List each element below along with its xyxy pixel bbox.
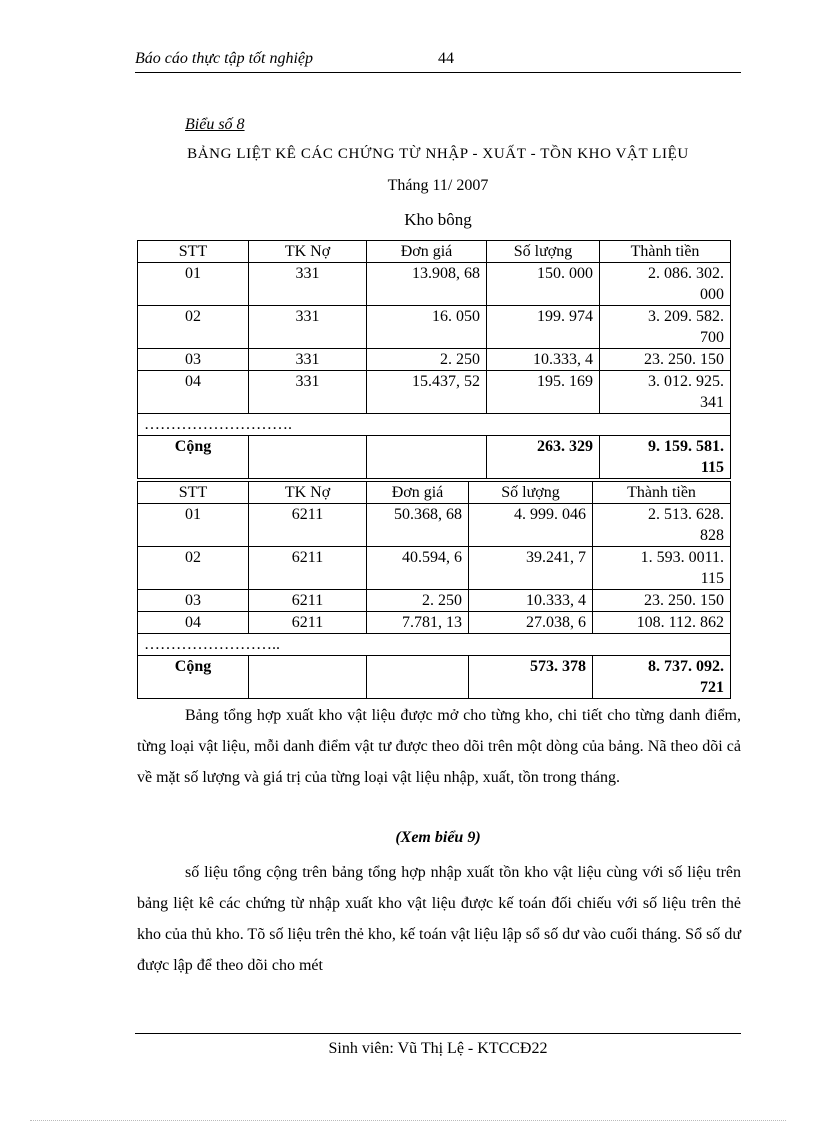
table-row — [138, 371, 731, 414]
table-header-row — [138, 241, 731, 263]
page-header — [135, 50, 741, 73]
cell-so-luong: 199. 974 — [487, 306, 600, 349]
page-footer: Sinh viên: Vũ Thị Lệ - KTCCĐ22 — [135, 1033, 741, 1058]
amount-line-2: 115 — [700, 570, 724, 587]
cell-thanh-tien — [600, 263, 731, 306]
cell-stt: 01 — [138, 263, 249, 306]
paragraph-text: số liệu tổng cộng trên bảng tổng hợp nhập xuất tồn kho vật liệu cùng với số liệu trên bảng liệt kê các chứng từ nhập xuất kho vật liệu được kế toán đối chiếu với số liệu trên thẻ kho của thủ kho. Tõ số liệu trên thẻ kho, kế toán vật liệu lập sổ số dư vào cuối tháng. Sổ số dư được lập để theo dõi cho mét — [137, 864, 741, 974]
cell-stt: 04 — [138, 612, 249, 634]
cell-stt: 03 — [138, 349, 249, 371]
total-label: Cộng — [138, 436, 249, 479]
table-header-row — [138, 482, 731, 504]
cell-don-gia: 7.781, 13 — [367, 612, 469, 634]
amount-line-1: 8. 737. 092. — [648, 658, 724, 675]
page-edge-divider — [30, 1120, 786, 1121]
cell-thanh-tien: 23. 250. 150 — [593, 590, 731, 612]
warehouse-label: Kho bông — [404, 210, 472, 229]
cell-stt: 03 — [138, 590, 249, 612]
table-row — [138, 547, 731, 590]
total-row — [138, 656, 731, 699]
table-row — [138, 590, 731, 612]
header-thanh-tien: Thành tiền — [593, 482, 731, 504]
amount-line-1: 9. 159. 581. — [648, 438, 724, 455]
amount-line-2: 115 — [700, 459, 724, 476]
amount-line-1: 1. 593. 0011. — [640, 549, 724, 566]
header-don-gia: Đơn giá — [367, 241, 487, 263]
ellipsis-cell: ………………………. — [138, 414, 731, 436]
empty-cell — [367, 656, 469, 699]
see-reference: (Xem biểu 9) — [395, 829, 481, 846]
amount-line-1: 2. 513. 628. — [648, 506, 724, 523]
cell-thanh-tien: 108. 112. 862 — [593, 612, 731, 634]
cell-stt: 01 — [138, 504, 249, 547]
total-thanh-tien — [593, 656, 731, 699]
cell-tk: 6211 — [249, 590, 367, 612]
cell-don-gia: 16. 050 — [367, 306, 487, 349]
amount-line-1: 3. 209. 582. — [648, 308, 724, 325]
header-thanh-tien: Thành tiền — [600, 241, 731, 263]
cell-don-gia: 2. 250 — [367, 349, 487, 371]
cell-thanh-tien: 23. 250. 150 — [600, 349, 731, 371]
cell-stt: 02 — [138, 306, 249, 349]
cell-tk: 331 — [249, 371, 367, 414]
amount-line-2: 000 — [700, 286, 724, 303]
total-thanh-tien — [600, 436, 731, 479]
paragraph-text: Bảng tổng hợp xuất kho vật liệu được mở cho từng kho, chi tiết cho từng danh điểm, từng loại vật liệu, mỗi danh điểm vật tư được theo dõi trên một dòng của bảng. Nã theo dõi cả về mặt số lượng và giá trị của từng loại vật liệu nhập, xuất, tồn trong tháng. — [137, 707, 741, 786]
ledger-table-receipts — [137, 240, 731, 479]
table-row — [138, 263, 731, 306]
header-so-luong: Số lượng — [469, 482, 593, 504]
ledger-table-issues — [137, 481, 731, 699]
form-number: Biểu số 8 — [185, 116, 245, 133]
ellipsis-row — [138, 414, 731, 436]
cell-don-gia: 2. 250 — [367, 590, 469, 612]
header-so-luong: Số lượng — [487, 241, 600, 263]
month-label: Tháng 11/ 2007 — [387, 177, 489, 194]
header-don-gia: Đơn giá — [367, 482, 469, 504]
cell-stt: 02 — [138, 547, 249, 590]
cell-tk: 331 — [249, 263, 367, 306]
total-row — [138, 436, 731, 479]
cell-so-luong: 4. 999. 046 — [469, 504, 593, 547]
table-row — [138, 612, 731, 634]
cell-tk: 6211 — [249, 612, 367, 634]
cell-don-gia: 50.368, 68 — [367, 504, 469, 547]
body-paragraph-2 — [137, 857, 741, 981]
cell-so-luong: 195. 169 — [487, 371, 600, 414]
cell-so-luong: 10.333, 4 — [469, 590, 593, 612]
body-paragraph-1 — [137, 700, 741, 793]
header-tk-no: TK Nợ — [249, 241, 367, 263]
cell-tk: 6211 — [249, 504, 367, 547]
header-tk-no: TK Nợ — [249, 482, 367, 504]
header-stt: STT — [138, 482, 249, 504]
cell-thanh-tien — [600, 306, 731, 349]
cell-stt: 04 — [138, 371, 249, 414]
cell-so-luong: 27.038, 6 — [469, 612, 593, 634]
cell-tk: 331 — [249, 349, 367, 371]
total-label: Cộng — [138, 656, 249, 699]
table-title: BẢNG LIỆT KÊ CÁC CHỨNG TỪ NHẬP - XUẤT - TỒN KHO VẬT LIỆU — [187, 146, 689, 162]
cell-so-luong: 10.333, 4 — [487, 349, 600, 371]
amount-line-1: 3. 012. 925. — [648, 373, 724, 390]
table-row — [138, 504, 731, 547]
amount-line-2: 828 — [700, 527, 724, 544]
cell-thanh-tien — [593, 547, 731, 590]
cell-don-gia: 15.437, 52 — [367, 371, 487, 414]
header-stt: STT — [138, 241, 249, 263]
page-number: 44 — [438, 50, 454, 67]
ellipsis-cell: …………………….. — [138, 634, 731, 656]
amount-line-2: 700 — [700, 329, 724, 346]
empty-cell — [367, 436, 487, 479]
table-row — [138, 349, 731, 371]
cell-so-luong: 39.241, 7 — [469, 547, 593, 590]
ellipsis-row — [138, 634, 731, 656]
table-row — [138, 306, 731, 349]
amount-line-2: 721 — [700, 679, 724, 696]
empty-cell — [249, 436, 367, 479]
cell-so-luong: 150. 000 — [487, 263, 600, 306]
cell-tk: 331 — [249, 306, 367, 349]
report-title: Báo cáo thực tập tốt nghiệp — [135, 50, 314, 67]
empty-cell — [249, 656, 367, 699]
cell-tk: 6211 — [249, 547, 367, 590]
cell-thanh-tien — [600, 371, 731, 414]
cell-don-gia: 13.908, 68 — [367, 263, 487, 306]
total-so-luong: 573. 378 — [469, 656, 593, 699]
cell-don-gia: 40.594, 6 — [367, 547, 469, 590]
cell-thanh-tien — [593, 504, 731, 547]
amount-line-1: 2. 086. 302. — [648, 265, 724, 282]
amount-line-2: 341 — [700, 394, 724, 411]
total-so-luong: 263. 329 — [487, 436, 600, 479]
